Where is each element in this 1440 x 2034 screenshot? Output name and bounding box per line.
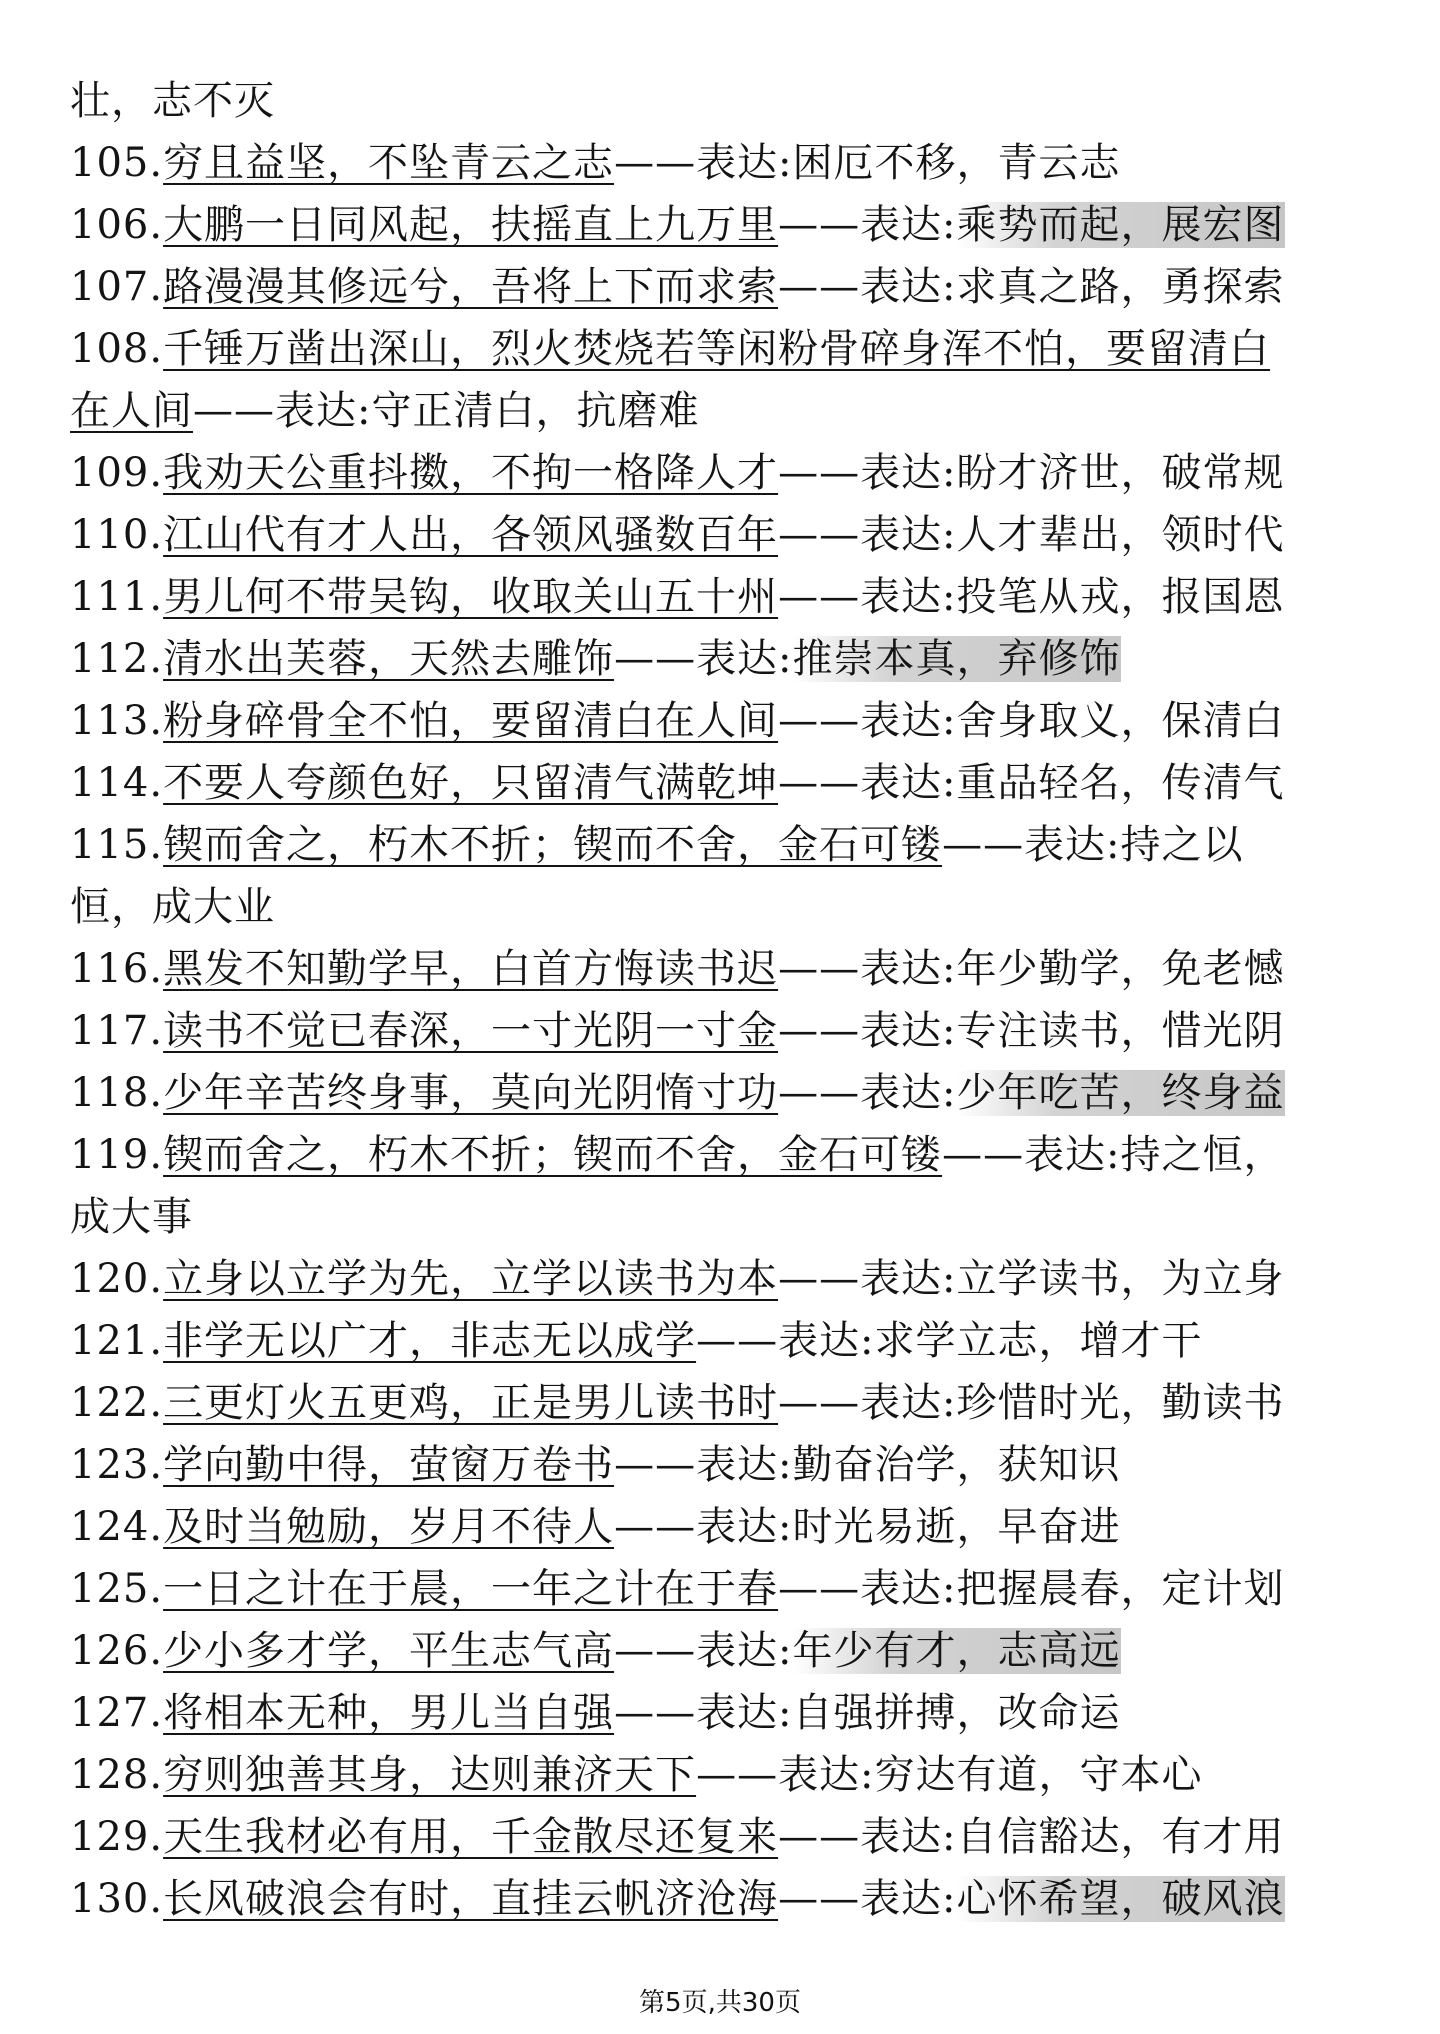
poem-quote: 千锤万凿出深山，烈火焚烧若等闲粉骨碎身浑不怕，要留清白 xyxy=(163,326,1271,372)
expression-label: ——表达: xyxy=(778,946,957,992)
poem-quote: 江山代有才人出，各领风骚数百年 xyxy=(163,512,779,558)
entry-number: 126. xyxy=(70,1628,164,1674)
meaning-text: 穷达有道，守本心 xyxy=(874,1752,1203,1798)
meaning-text: 困厄不移，青云志 xyxy=(792,140,1121,186)
poem-entry xyxy=(70,566,1370,628)
meaning-text: 求真之路，勇探索 xyxy=(956,264,1285,310)
expression-label: ——表达: xyxy=(778,574,957,620)
entry-number: 113. xyxy=(70,698,164,744)
meaning-text: 壮，志不灭 xyxy=(70,78,275,124)
poem-entry xyxy=(70,1744,1370,1806)
poem-entry xyxy=(70,814,1370,876)
meaning-text: 年少有才，志高远 xyxy=(792,1628,1121,1674)
expression-label: ——表达: xyxy=(614,1504,793,1550)
poem-entry xyxy=(70,1124,1370,1186)
entry-number: 108. xyxy=(70,326,164,372)
poem-quote: 不要人夸颜色好，只留清气满乾坤 xyxy=(163,760,779,806)
expression-label: ——表达: xyxy=(193,388,372,434)
entry-number: 105. xyxy=(70,140,164,186)
meaning-text: 年少勤学，免老憾 xyxy=(956,946,1285,992)
meaning-text: 时光易逝，早奋进 xyxy=(792,1504,1121,1550)
meaning-text: 持之恒， xyxy=(1120,1132,1285,1178)
entry-number: 106. xyxy=(70,202,164,248)
meaning-text: 成大事 xyxy=(70,1194,193,1240)
poem-quote: 黑发不知勤学早，白首方悔读书迟 xyxy=(163,946,779,992)
meaning-text: 自信豁达，有才用 xyxy=(956,1814,1285,1860)
expression-label: ——表达: xyxy=(614,1690,793,1736)
poem-quote: 穷则独善其身，达则兼济天下 xyxy=(163,1752,697,1798)
expression-label: ——表达: xyxy=(778,1380,957,1426)
expression-label: ——表达: xyxy=(942,822,1121,868)
poem-entry xyxy=(70,876,1370,938)
expression-label: ——表达: xyxy=(614,1442,793,1488)
meaning-text: 珍惜时光，勤读书 xyxy=(956,1380,1285,1426)
poem-entry xyxy=(70,1310,1370,1372)
poem-quote: 路漫漫其修远兮，吾将上下而求索 xyxy=(163,264,779,310)
entry-number: 121. xyxy=(70,1318,164,1364)
entry-number: 111. xyxy=(70,574,164,620)
poem-entry xyxy=(70,752,1370,814)
poem-quote: 一日之计在于晨，一年之计在于春 xyxy=(163,1566,779,1612)
expression-label: ——表达: xyxy=(778,1814,957,1860)
poem-entry xyxy=(70,1248,1370,1310)
poem-entry xyxy=(70,1372,1370,1434)
entry-number: 110. xyxy=(70,512,164,558)
entry-number: 116. xyxy=(70,946,164,992)
poem-entry xyxy=(70,256,1370,318)
expression-label: ——表达: xyxy=(778,450,957,496)
entry-number: 124. xyxy=(70,1504,164,1550)
poem-quote: 我劝天公重抖擞，不拘一格降人才 xyxy=(163,450,779,496)
meaning-text: 专注读书，惜光阴 xyxy=(956,1008,1285,1054)
expression-label: ——表达: xyxy=(942,1132,1121,1178)
meaning-text: 立学读书，为立身 xyxy=(956,1256,1285,1302)
poem-entry xyxy=(70,318,1370,380)
poem-entry xyxy=(70,1000,1370,1062)
entry-number: 130. xyxy=(70,1876,164,1922)
poem-entry xyxy=(70,1868,1370,1930)
meaning-text: 恒，成大业 xyxy=(70,884,275,930)
entry-number: 118. xyxy=(70,1070,164,1116)
entry-number: 125. xyxy=(70,1566,164,1612)
poem-entry xyxy=(70,1062,1370,1124)
meaning-text: 重品轻名，传清气 xyxy=(956,760,1285,806)
expression-label: ——表达: xyxy=(696,1318,875,1364)
expression-label: ——表达: xyxy=(778,264,957,310)
poem-quote: 长风破浪会有时，直挂云帆济沧海 xyxy=(163,1876,779,1922)
entry-number: 128. xyxy=(70,1752,164,1798)
poem-quote: 锲而舍之，朽木不折；锲而不舍，金石可镂 xyxy=(163,822,943,868)
poem-quote: 将相本无种，男儿当自强 xyxy=(163,1690,615,1736)
meaning-text: 守正清白，抗磨难 xyxy=(371,388,700,434)
expression-label: ——表达: xyxy=(778,760,957,806)
expression-label: ——表达: xyxy=(778,1256,957,1302)
poem-entry xyxy=(70,1496,1370,1558)
expression-label: ——表达: xyxy=(778,1876,957,1922)
poem-quote: 非学无以广才，非志无以成学 xyxy=(163,1318,697,1364)
poem-entry xyxy=(70,380,1370,442)
expression-label: ——表达: xyxy=(778,698,957,744)
poem-entry xyxy=(70,504,1370,566)
poem-quote: 清水出芙蓉，天然去雕饰 xyxy=(163,636,615,682)
expression-label: ——表达: xyxy=(778,202,957,248)
meaning-text: 持之以 xyxy=(1120,822,1244,868)
entry-number: 129. xyxy=(70,1814,164,1860)
expression-label: ——表达: xyxy=(778,1008,957,1054)
poem-quote: 粉身碎骨全不怕，要留清白在人间 xyxy=(163,698,779,744)
meaning-text: 推崇本真，弃修饰 xyxy=(792,636,1121,682)
poem-quote: 男儿何不带吴钩，收取关山五十州 xyxy=(163,574,779,620)
entry-number: 127. xyxy=(70,1690,164,1736)
poem-entry xyxy=(70,70,1370,132)
meaning-text: 少年吃苦，终身益 xyxy=(956,1070,1285,1116)
entry-number: 117. xyxy=(70,1008,164,1054)
poem-entry xyxy=(70,194,1370,256)
meaning-text: 乘势而起，展宏图 xyxy=(956,202,1285,248)
poem-quote: 在人间 xyxy=(70,388,193,434)
expression-label: ——表达: xyxy=(614,140,793,186)
expression-label: ——表达: xyxy=(778,1070,957,1116)
poem-quote: 大鹏一日同风起，扶摇直上九万里 xyxy=(163,202,779,248)
poem-quote: 立身以立学为先，立学以读书为本 xyxy=(163,1256,779,1302)
poem-quote: 穷且益坚，不坠青云之志 xyxy=(163,140,615,186)
poem-quote: 及时当勉励，岁月不待人 xyxy=(163,1504,615,1550)
poem-entry xyxy=(70,938,1370,1000)
poem-entry xyxy=(70,690,1370,752)
poem-entry xyxy=(70,1186,1370,1248)
page-footer: 第5页,共30页 xyxy=(639,1988,801,2018)
poem-entry xyxy=(70,1682,1370,1744)
poem-quote: 天生我材必有用，千金散尽还复来 xyxy=(163,1814,779,1860)
poem-entry xyxy=(70,1806,1370,1868)
entry-number: 119. xyxy=(70,1132,164,1178)
entry-number: 114. xyxy=(70,760,164,806)
poem-quote: 读书不觉已春深，一寸光阴一寸金 xyxy=(163,1008,779,1054)
expression-label: ——表达: xyxy=(696,1752,875,1798)
poem-entry xyxy=(70,628,1370,690)
poem-entry xyxy=(70,1620,1370,1682)
poem-quote: 三更灯火五更鸡，正是男儿读书时 xyxy=(163,1380,779,1426)
poem-quote: 少年辛苦终身事，莫向光阴惰寸功 xyxy=(163,1070,779,1116)
poem-quote: 少小多才学，平生志气高 xyxy=(163,1628,615,1674)
poem-entry xyxy=(70,442,1370,504)
entry-number: 112. xyxy=(70,636,164,682)
poem-quote: 锲而舍之，朽木不折；锲而不舍，金石可镂 xyxy=(163,1132,943,1178)
meaning-text: 求学立志，增才干 xyxy=(874,1318,1203,1364)
entry-number: 122. xyxy=(70,1380,164,1426)
meaning-text: 自强拼搏，改命运 xyxy=(792,1690,1121,1736)
poem-entry xyxy=(70,1434,1370,1496)
entry-number: 115. xyxy=(70,822,164,868)
meaning-text: 心怀希望，破风浪 xyxy=(956,1876,1285,1922)
expression-label: ——表达: xyxy=(778,512,957,558)
expression-label: ——表达: xyxy=(614,1628,793,1674)
poem-entry xyxy=(70,1558,1370,1620)
entry-number: 107. xyxy=(70,264,164,310)
meaning-text: 投笔从戎，报国恩 xyxy=(956,574,1285,620)
meaning-text: 舍身取义，保清白 xyxy=(956,698,1285,744)
entry-number: 109. xyxy=(70,450,164,496)
meaning-text: 盼才济世，破常规 xyxy=(956,450,1285,496)
entry-number: 123. xyxy=(70,1442,164,1488)
meaning-text: 人才辈出，领时代 xyxy=(956,512,1285,558)
meaning-text: 把握晨春，定计划 xyxy=(956,1566,1285,1612)
expression-label: ——表达: xyxy=(778,1566,957,1612)
meaning-text: 勤奋治学，获知识 xyxy=(792,1442,1121,1488)
entry-number: 120. xyxy=(70,1256,164,1302)
expression-label: ——表达: xyxy=(614,636,793,682)
poem-entry xyxy=(70,132,1370,194)
document-body xyxy=(70,70,1370,1930)
poem-quote: 学向勤中得，萤窗万卷书 xyxy=(163,1442,615,1488)
